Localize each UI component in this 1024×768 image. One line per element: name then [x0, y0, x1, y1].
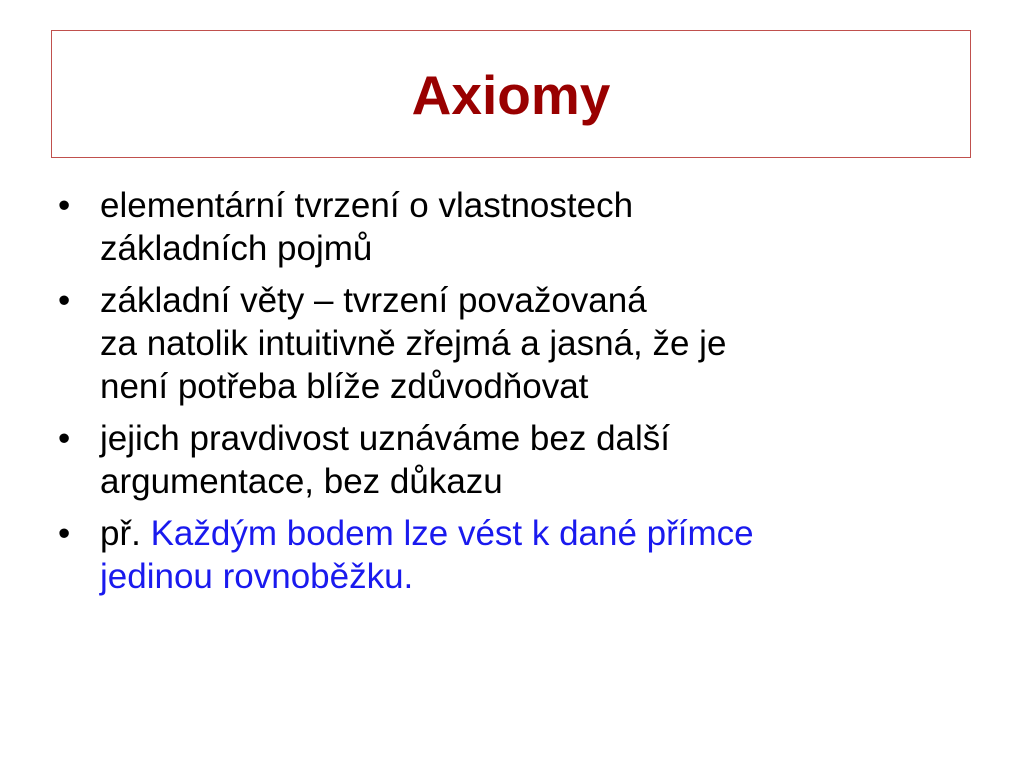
bullet-list [56, 184, 976, 607]
bullet-text-line: jejich pravdivost uznáváme bez další [100, 419, 671, 458]
bullet-text-line: argumentace, bez důkazu [100, 462, 503, 501]
bullet-text-line: za natolik intuitivně zřejmá a jasná, že je [100, 324, 727, 363]
bullet-text-line: není potřeba blíže zdůvodňovat [100, 367, 589, 406]
title-box [51, 30, 971, 158]
bullet-item-axiom-definition [56, 184, 976, 270]
bullet-item-example [56, 512, 976, 598]
bullet-text-line: elementární tvrzení o vlastnostech [100, 186, 634, 225]
bullet-icon: • [58, 419, 71, 458]
bullet-item-truth-acceptance [56, 417, 976, 503]
bullet-text-line: základní věty – tvrzení považovaná [100, 281, 647, 320]
example-text: Každým bodem lze vést k dané přímce [150, 514, 754, 553]
slide-title: Axiomy [411, 63, 611, 126]
bullet-text-line: základních pojmů [100, 229, 373, 268]
bullet-icon: • [58, 281, 71, 320]
example-prefix: př. [100, 514, 151, 553]
bullet-icon: • [58, 186, 71, 225]
example-text-line: jedinou rovnoběžku. [100, 557, 414, 596]
bullet-item-basic-theorems [56, 279, 976, 408]
example-first-line [100, 512, 976, 555]
bullet-icon: • [58, 514, 71, 553]
